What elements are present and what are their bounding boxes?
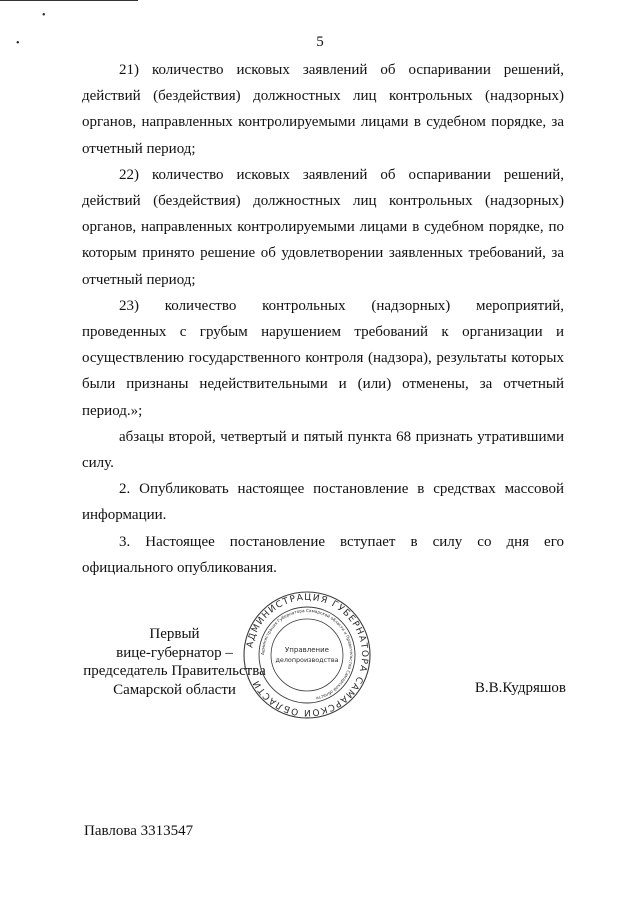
- signature-line: Первый: [149, 626, 200, 642]
- paragraph-item-23: 23) количество контрольных (надзорных) мероприятий, проведенных с грубым нарушением требований к организации и осуществлению государственного контроля (надзора), результаты которых были признаны недействительными и (или) отменены, за отчетный период.»;: [82, 297, 564, 419]
- paragraph-abzatsy: абзацы второй, четвертый и пятый пункта 68 признать утратившими силу.: [82, 428, 564, 472]
- paragraph-publish: 2. Опубликовать настоящее постановление в средствах массовой информации.: [82, 481, 564, 524]
- paragraph-item-22: 22) количество исковых заявлений об оспаривании решений, действий (бездействия) должностных лиц контрольных (надзорных) органов, направленных контролируемыми лицами в судебном порядке, по которым принято решение об удовлетворении заявленных требований, за отчетный период;: [82, 166, 564, 288]
- executor-contact: Павлова 3313547: [84, 823, 194, 839]
- paragraph-item-21: 21) количество исковых заявлений об оспаривании решений, действий (бездействия) должностных лиц контрольных (надзорных) органов, направленных контролируемыми лицами в судебном порядке, за отчетный период;: [82, 62, 564, 157]
- top-rule: [0, 0, 138, 1]
- signature-title: [82, 625, 267, 699]
- signature-line: председатель Правительства: [83, 663, 266, 679]
- stamp-inner-ring: [271, 619, 343, 691]
- signature-line: Самарской области: [113, 681, 236, 698]
- stamp-middle-ring: [259, 607, 355, 703]
- page-number: 5: [316, 34, 324, 50]
- stamp-inner-text: Администрация Губернатора Самарской области и Правительства Самарской области: [259, 607, 355, 702]
- stamp-outer-text: АДМИНИСТРАЦИЯ ГУБЕРНАТОРА САМАРСКОЙ ОБЛАСТИ: [245, 592, 370, 718]
- signatory-name: В.В.Кудряшов: [474, 680, 566, 696]
- official-stamp: [242, 590, 372, 720]
- scan-mark: •: [42, 10, 46, 21]
- scan-mark: •: [16, 38, 20, 49]
- signature-line: вице-губернатор –: [116, 644, 233, 661]
- stamp-center-line2: делопроизводства: [275, 656, 339, 664]
- stamp-center-line1: Управление: [285, 646, 329, 654]
- document-body: [82, 57, 564, 581]
- paragraph-effective: 3. Настоящее постановление вступает в силу со дня его официального опубликования.: [82, 533, 564, 576]
